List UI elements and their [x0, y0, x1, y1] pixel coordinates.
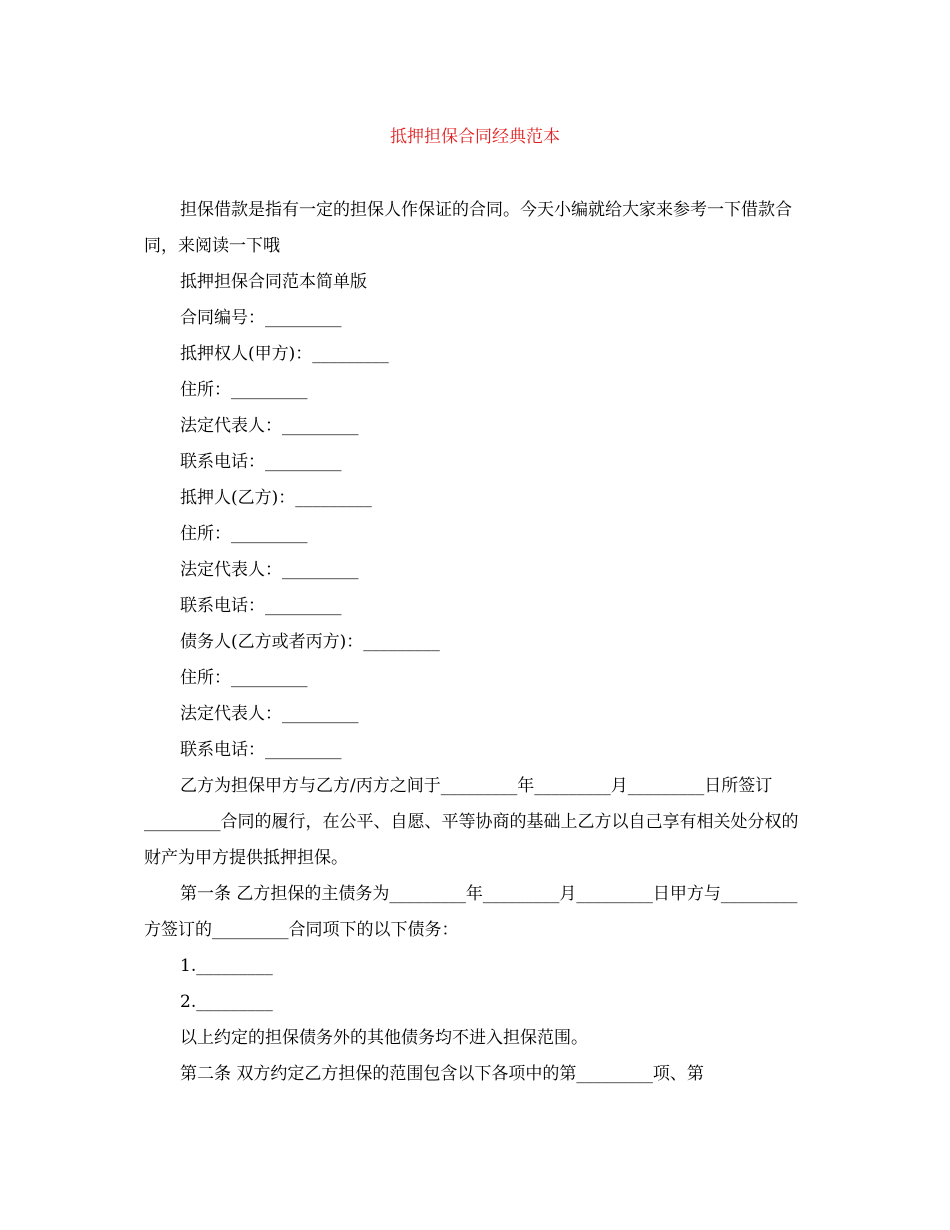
- article-one: 第一条 乙方担保的主债务为_________年_________月_________日甲方与_________方签订的_________合同项下的以下债务：: [144, 884, 798, 940]
- field-mortgagee-representative: 法定代表人：_________: [180, 416, 359, 436]
- section-heading: 抵押担保合同范本简单版: [180, 272, 367, 292]
- party-fields: [144, 300, 809, 768]
- article-two: 第二条 双方约定乙方担保的范围包含以下各项中的第_________项、第: [180, 1064, 704, 1084]
- document-title: 抵押担保合同经典范本: [390, 127, 560, 147]
- debt-item-2: 2._________: [180, 992, 273, 1012]
- intro-paragraph: 担保借款是指有一定的担保人作保证的合同。今天小编就给大家来参考一下借款合同，来阅读一下哦: [144, 200, 792, 256]
- field-mortgagor-phone: 联系电话：_________: [180, 596, 342, 616]
- document-body: [144, 192, 809, 1092]
- field-contract-number: 合同编号：_________: [180, 308, 342, 328]
- field-mortgagee-address: 住所：_________: [180, 380, 308, 400]
- debt-item-1: 1._________: [180, 956, 273, 976]
- field-debtor-representative: 法定代表人：_________: [180, 704, 359, 724]
- field-mortgagor-representative: 法定代表人：_________: [180, 560, 359, 580]
- field-mortgagee: 抵押权人(甲方)：_________: [180, 344, 389, 364]
- preamble-paragraph: 乙方为担保甲方与乙方/丙方之间于_________年_________月_________日所签订_________合同的履行，在公平、自愿、平等协商的基础上乙方以自己享有相关处分权的财产为甲方提供抵押担保。: [144, 776, 799, 868]
- field-mortgagor: 抵押人(乙方)：_________: [180, 488, 372, 508]
- field-debtor: 债务人(乙方或者丙方)：_________: [180, 632, 440, 652]
- field-debtor-address: 住所：_________: [180, 668, 308, 688]
- field-mortgagee-phone: 联系电话：_________: [180, 452, 342, 472]
- field-debtor-phone: 联系电话：_________: [180, 740, 342, 760]
- exclusion-line: 以上约定的担保债务外的其他债务均不进入担保范围。: [180, 1028, 588, 1048]
- field-mortgagor-address: 住所：_________: [180, 524, 308, 544]
